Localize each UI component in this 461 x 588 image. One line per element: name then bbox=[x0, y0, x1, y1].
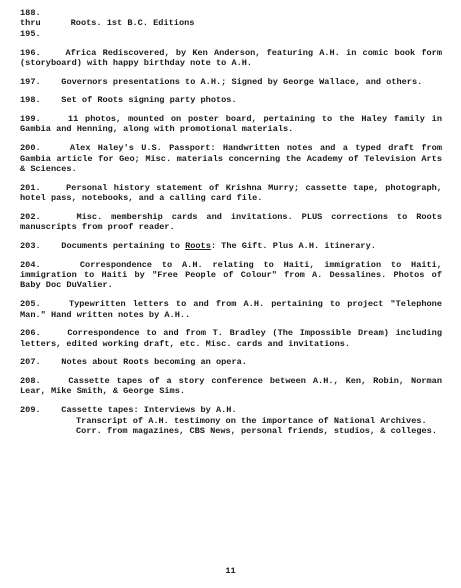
entry-text: Correspondence to A.H. relating to Haiti, immigration to Haiti, immigration to Haiti by "Free People of Colour" from A. Dessalines. Photos of Baby Doc DuValier. bbox=[20, 259, 442, 291]
entry-number: 209. bbox=[20, 405, 41, 416]
page-number: 11 bbox=[225, 566, 236, 576]
entry-number: 202. bbox=[20, 211, 41, 222]
thru-word: thru bbox=[20, 18, 41, 29]
entry-text: Cassette tapes of a story conference between A.H., Ken, Robin, Norman Lear, Mike Smith, & George Sims. bbox=[20, 376, 442, 397]
entry-text: Africa Rediscovered, by Ken Anderson, featuring A.H. in comic book form (storyboard) with happy birthday note to A.H. bbox=[20, 47, 442, 68]
entry-number: 203. bbox=[20, 240, 41, 251]
entry-text: Set of Roots signing party photos. bbox=[61, 95, 237, 106]
entry-text: Personal history statement of Krishna Murry; cassette tape, photograph, hotel pass, notebooks, and a calling card file. bbox=[20, 182, 442, 204]
entry-subline: Corr. from magazines, CBS News, personal friends, studios, & colleges. bbox=[76, 425, 437, 436]
thru-line bbox=[20, 18, 442, 28]
range-end: 195. bbox=[20, 28, 41, 39]
entry-number: 206. bbox=[20, 328, 41, 339]
entry-subline: Transcript of A.H. testimony on the importance of National Archives. bbox=[76, 415, 427, 426]
entry-text: Misc. membership cards and invitations. PLUS corrections to Roots manuscripts from proof reader. bbox=[20, 211, 442, 233]
entry-number: 199. bbox=[20, 114, 41, 125]
list-item bbox=[20, 48, 442, 69]
list-item bbox=[20, 299, 442, 320]
list-item bbox=[20, 260, 442, 291]
entry-text: Notes about Roots becoming an opera. bbox=[61, 357, 247, 368]
entry-text: : The Gift. Plus A.H. itinerary. bbox=[210, 240, 376, 251]
entry-number: 201. bbox=[20, 182, 41, 193]
list-item bbox=[20, 212, 442, 233]
entry-text: 11 photos, mounted on poster board, pertaining to the Haley family in Gambia and Henning, along with promotional materials. bbox=[20, 114, 442, 135]
entry-text: Cassette tapes: Interviews by A.H. bbox=[61, 405, 237, 416]
list-item bbox=[20, 376, 442, 397]
list-item bbox=[20, 241, 442, 251]
entry-number: 198. bbox=[20, 95, 41, 106]
entry-number: 207. bbox=[20, 357, 41, 368]
list-item bbox=[20, 357, 442, 367]
entry-number: 205. bbox=[20, 299, 41, 310]
list-item bbox=[20, 95, 442, 105]
list-item bbox=[20, 405, 442, 436]
list-item bbox=[20, 328, 442, 349]
entry-list bbox=[20, 48, 442, 437]
entry-text: Typewritten letters to and from A.H. pertaining to project "Telephone Man." Hand written notes by A.H.. bbox=[20, 299, 442, 320]
entry-number: 196. bbox=[20, 47, 41, 58]
entry-number: 208. bbox=[20, 376, 41, 387]
list-item bbox=[20, 114, 442, 135]
list-item bbox=[20, 183, 442, 204]
entry-number: 197. bbox=[20, 76, 41, 87]
entry-text: Documents pertaining to bbox=[61, 240, 186, 251]
document-page bbox=[20, 8, 442, 445]
entry-number: 204. bbox=[20, 259, 41, 270]
entry-text: Correspondence to and from T. Bradley (The Impossible Dream) including letters, edited working draft, etc. Misc. cards and invitations. bbox=[20, 328, 442, 349]
thru-title: Roots. 1st B.C. Editions bbox=[70, 18, 195, 29]
entry-text: Alex Haley's U.S. Passport: Handwritten notes and a typed draft from Gambia article for Geo; Misc. materials concerning the Academy of Television Arts & Sciences. bbox=[20, 143, 442, 174]
entry-text: Governors presentations to A.H.; Signed by George Wallace, and others. bbox=[61, 76, 423, 87]
range-start: 188. bbox=[20, 8, 41, 18]
list-item bbox=[20, 143, 442, 174]
underlined-title: Roots bbox=[185, 240, 211, 251]
entry-number: 200. bbox=[20, 143, 41, 154]
header-range bbox=[20, 8, 442, 39]
list-item bbox=[20, 77, 442, 87]
